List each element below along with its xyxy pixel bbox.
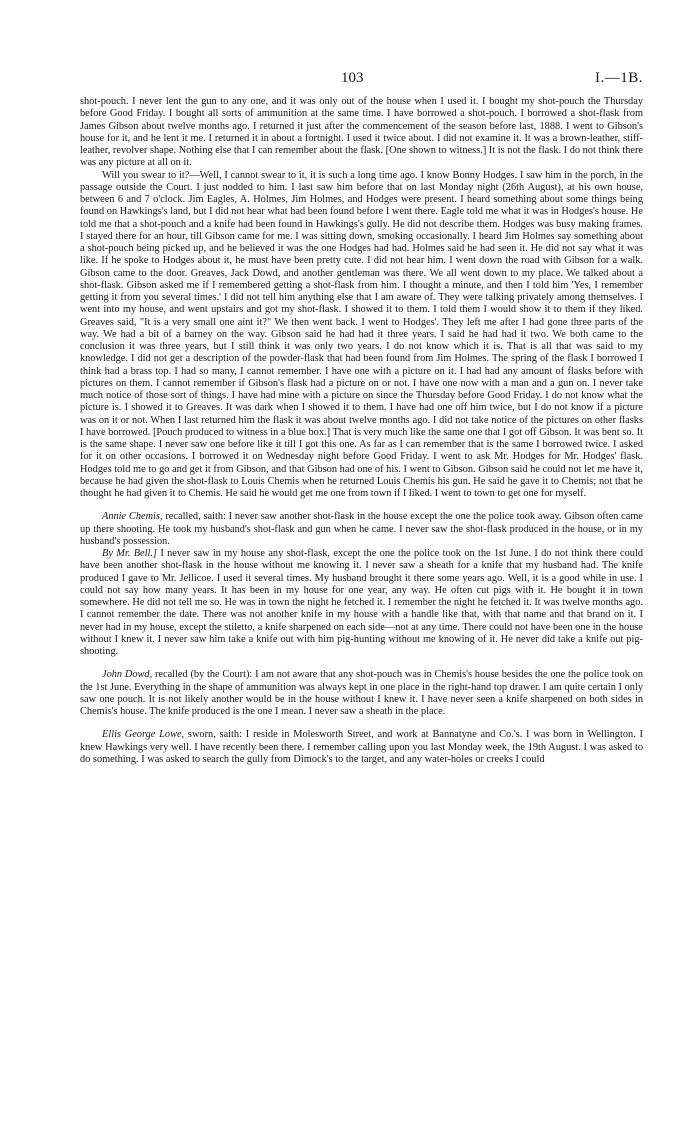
section-code: I.—1B. [595,70,643,86]
paragraph-text: recalled (by the Court): I am not aware that any shot-pouch was in Chemis's house besides the one the police took on the 1st June. Everything in the shape of ammunition was always kept in one place in the right-hand top drawer. I am quite certain I only saw one pouch. It is not likely another would be in the house without I knew it. I have never seen a knife sharpened on both sides in Chemis's house. The knife produced is the one I mean. I never saw a sheath in the place. [80,669,643,717]
page-number: 103 [341,70,364,86]
paragraph-text: shot-pouch. I never lent the gun to any one, and it was only out of the house when I used it. I bought my shot-pouch the Thursday before Good Friday. I bought all sorts of ammunition at the same time. I have borrowed a shot-pouch. I borrowed a shot-flask from James Gibson about twelve months ago. I returned it just after the commencement of the season before last, 1888. I went to Gibson's house for it, and he lent it me. I returned it in about a fortnight. I used it twice about. I did not examine it. It was a brown-leather, stiff-leather, revolver shape. Nothing else that I can remember about the flask. [One shown to witness.] It is not the flask. I do not think there was any picture at all on it. [80,96,643,169]
paragraph-text: sworn, saith: I reside in Molesworth Street, and work at Bannatyne and Co.'s. I was born in Wellington. I knew Hawkings very well. I have recently been there. I remember calling upon you last Monday week, the 19th August. I was asked to do something. I was asked to search the gully from Dimock's to the target, and any water-holes or creeks I could [80,729,643,765]
speaker-name: John Dowd, [102,669,153,681]
speaker-name: Ellis George Lowe, [102,729,185,741]
paragraph-annie-chemis [80,511,643,548]
paragraph-john-dowd [80,669,643,718]
speaker-name: By Mr. Bell.] [102,548,157,559]
document-body [80,96,643,766]
paragraph-text: I never saw in my house any shot-flask, except the one the police took on the 1st June. I do not think there could have been another shot-flask in the house without me knowing it. I never saw a sheath for a knife that my husband had. The knife produced I gave to Mr. Jellicoe. I used it several times. My husband brought it there some years ago. Well, it is a good while in use. I could not say how many years. It has been in my house for one year, any way. He often cut pigs with it. He bought it in town somewhere. He did not tell me so. He was in town the night he fetched it. I remember the night he fetched it. It was twelve months ago. I cannot remember the date. There was not another knife in my house with a handle like that, with that name and that brand on it. I never had in my house, except the stiletto, a knife sharpened on each side—not at any time. There could not have been one in the house without I knew it. I never saw him take a knife out with him pig-hunting without me knowing of it. He never did take a knife out pig-shooting. [80,548,643,657]
paragraph-ellis-george-lowe [80,729,643,766]
paragraph-gibson-testimony [80,96,643,170]
page-header [80,70,643,96]
paragraph-text: Will you swear to it?—Well, I cannot swear to it, it is such a long time ago. I know Bonny Hodges. I saw him in the porch, in the passage outside the Court. I just nodded to him. I last saw him before that on last Monday night (26th August), at his own house, between 6 and 7 o'clock. Jim Eagles, A. Holmes, Jim Holmes, and Hodges were present. I heard something about some things being found on Hawkings's land, but I did not hear what had been found before I went there. Eagle told me what it was in Hodges's house. He told me that a shot-pouch and a knife had been found in Hawkings's gully. He did not describe them. Hodges was busy making frames. I stayed there for an hour, till Gibson came for me. I was sitting down, smoking occasionally. I heard Jim Holmes say something about a shot-pouch being picked up, and he believed it was the one Hodges had had. Holmes said he had seen it. He did not say what it was like. If he spoke to Hodges about it, he must have been pretty cute. I did not hear him. I went down the road with Gibson for a walk. Gibson came to the door. Greaves, Jack Dowd, and another gentleman was there. We all went down to my place. We talked about a shot-flask. Gibson asked me if I remembered getting a shot-flask from him. I thought a minute, and then I told him 'Yes, I remember getting it from you several times.' I did not tell him anything else that I am aware of. They were talking privately among themselves. I went into my house, and went upstairs and got my shot-flask. I showed it to them. I told them I would show it to them if they liked. Greaves said, "It is a very small one aint it?" We then went back. I went to Hodges'. They left me after I had gone three parts of the way. We had a bit of a barney on the way. Gibson said he had had it three years. I said he had had it two. We both came to the conclusion it was three years, but I still think it was only two years. I do not know which it is. That is all that was said to my knowledge. I did not get a description of the powder-flask that had been found from Jim Holmes. The spring of the flask I borrowed I think had a brass top. I had so many, I cannot remember. I have one with a picture on it. I had had any amount of flasks before with pictures on them. I cannot remember if Gibson's flask had a picture on or not. I have one now with a man and a gun on. I never take much notice of those sort of things. I have had mine with a picture on since the Thursday before Good Friday. I do not know what the picture is. I showed it to Greaves. It was dark when I showed it to them. I have had one off him twice, but I do not know if a picture was on it or not. When I last returned him the flask it was about twelve months ago. I did not take notice of the pictures on other flasks I have borrowed. [Pouch produced to witness in a blue box.] That is very much like the same one that I got off Gibson. It was bent so. It is the same shape. I never saw one before like it till I got this one. As far as I can remember that is the same I borrowed twice. I asked for it on other occasions. I borrowed it on Wednesday night before Good Friday. I went to ask Mr. Hodges for Mr. Hodges' flask. Hodges told me to go and get it from Gibson, and that Gibson had one of his. I went to Gibson. Gibson said he could not let me have it, because he had given the shot-flask to Louis Chemis when he returned Louis Chemis his gun. He said he gave it to Chemis; not that he thought he had given it to Chemis. He said he would get me one from town if I liked. I went to town to get one for myself. [80,169,643,499]
paragraph-by-mr-bell [80,548,643,658]
paragraph-text: recalled, saith: I never saw another shot-flask in the house except the one the police took away. Gibson often came up there shooting. He took my husband's shot-flask and gun when he came. I never saw the shot-flask produced in the house, or in my husband's possession. [80,511,643,547]
paragraph-swear-to-it [80,170,643,501]
speaker-name: Annie Chemis, [102,511,163,523]
